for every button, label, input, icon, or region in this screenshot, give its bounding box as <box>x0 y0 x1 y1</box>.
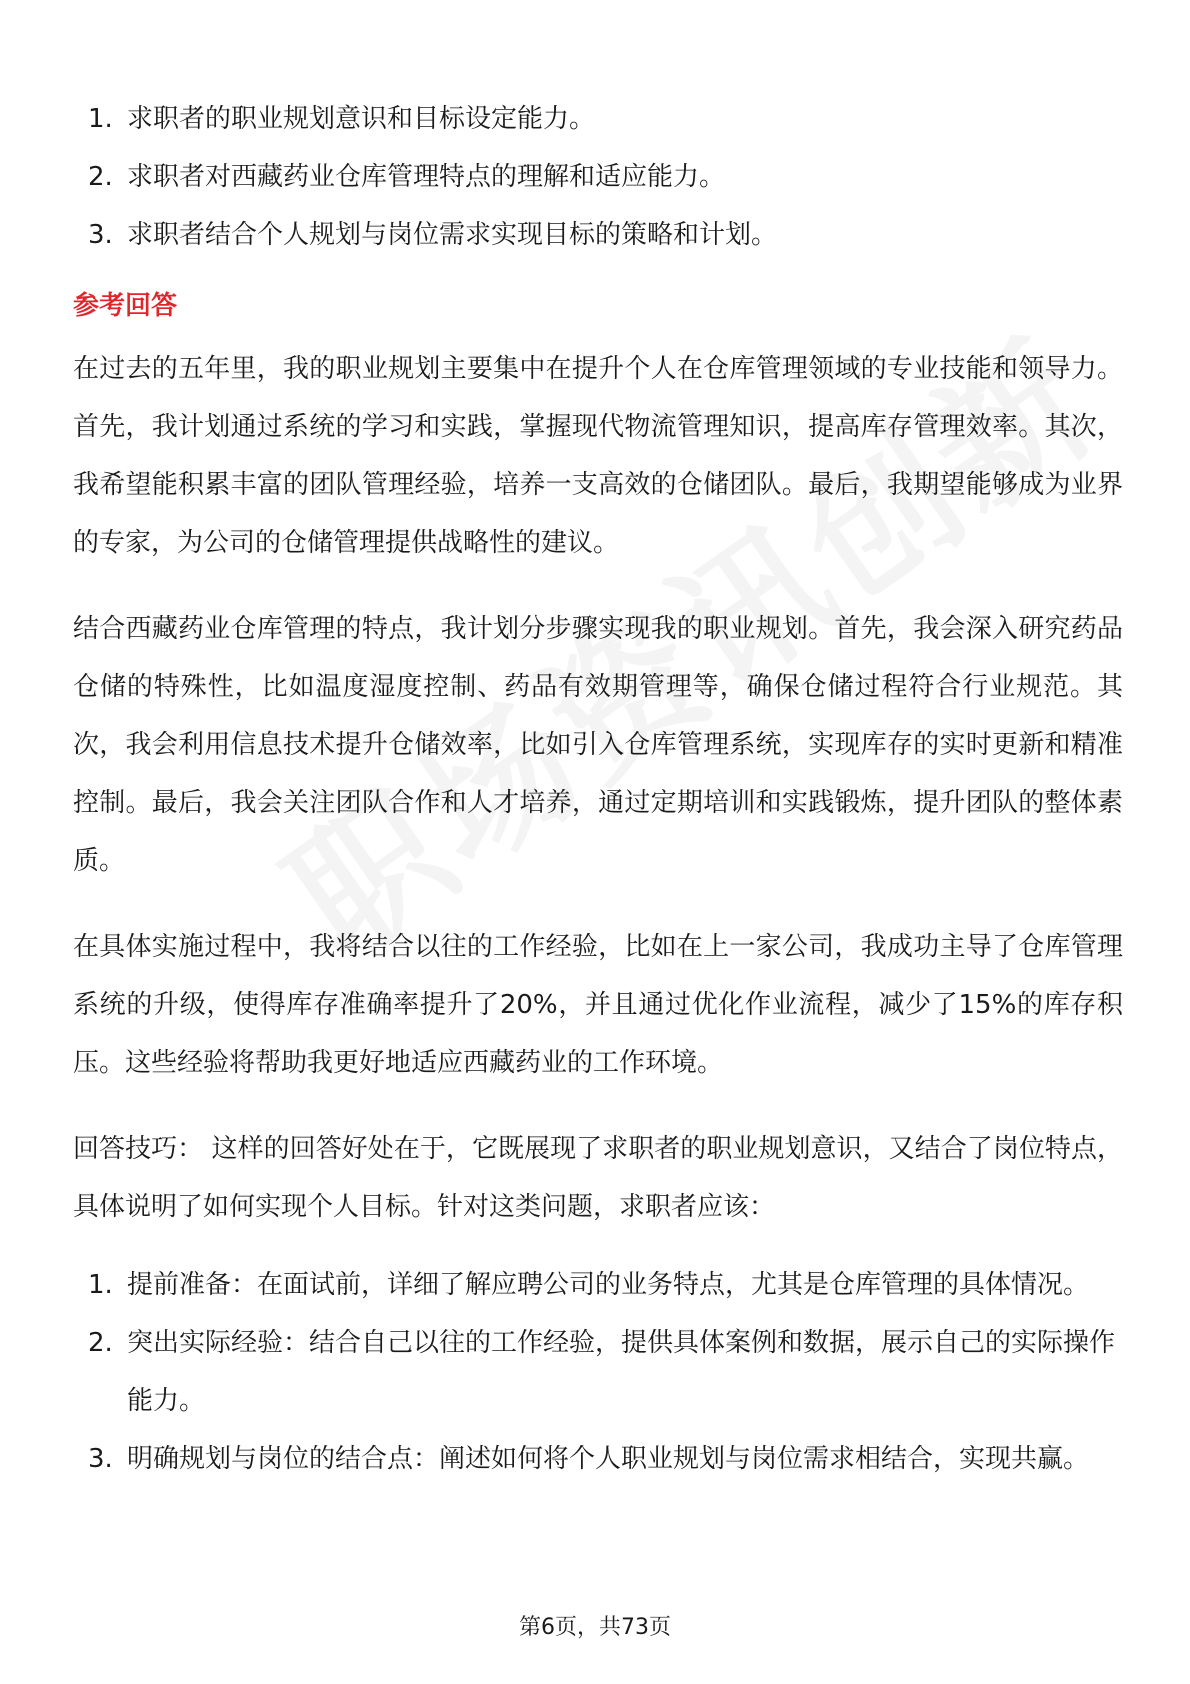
answer-paragraph: 在过去的五年里，我的职业规划主要集中在提升个人在仓库管理领域的专业技能和领导力。首先，我计划通过系统的学习和实践，掌握现代物流管理知识，提高库存管理效率。其次，我希望能积累丰富的团队管理经验，培养一支高效的仓储团队。最后，我期望能够成为业界的专家，为公司的仓储管理提供战略性的建议。 <box>73 354 1123 558</box>
list-text: 求职者结合个人规划与岗位需求实现目标的策略和计划。 <box>127 220 778 250</box>
list-number: 2. <box>88 162 113 192</box>
list-text: 突出实际经验：结合自己以往的工作经验，提供具体案例和数据，展示自己的实际操作能力。 <box>127 1328 1116 1416</box>
list-number: 2. <box>88 1328 113 1358</box>
list-number: 3. <box>88 220 113 250</box>
list-item <box>73 90 1123 148</box>
list-text: 求职者对西藏药业仓库管理特点的理解和适应能力。 <box>127 162 726 192</box>
list-item <box>73 1314 1123 1430</box>
list-item <box>73 1430 1123 1488</box>
section-heading: 参考回答 <box>73 291 178 321</box>
evaluation-points-list <box>73 90 1123 264</box>
list-text: 明确规划与岗位的结合点：阐述如何将个人职业规划与岗位需求相结合，实现共赢。 <box>127 1444 1090 1474</box>
list-item <box>73 148 1123 206</box>
answer-paragraph: 结合西藏药业仓库管理的特点，我计划分步骤实现我的职业规划。首先，我会深入研究药品仓储的特殊性，比如温度湿度控制、药品有效期管理等，确保仓储过程符合行业规范。其次，我会利用信息技术提升仓储效率，比如引入仓库管理系统，实现库存的实时更新和精准控制。最后，我会关注团队合作和人才培养，通过定期培训和实践锻炼，提升团队的整体素质。 <box>73 614 1123 876</box>
list-text: 提前准备：在面试前，详细了解应聘公司的业务特点，尤其是仓库管理的具体情况。 <box>127 1270 1090 1300</box>
list-number: 1. <box>88 104 113 134</box>
page-footer: 第6页，共73页 <box>519 1615 671 1640</box>
tips-paragraph: 回答技巧： 这样的回答好处在于，它既展现了求职者的职业规划意识，又结合了岗位特点，具体说明了如何实现个人目标。针对这类问题，求职者应该： <box>73 1134 1123 1222</box>
list-item <box>73 1256 1123 1314</box>
list-number: 1. <box>88 1270 113 1300</box>
tips-list <box>73 1256 1123 1488</box>
answer-paragraph: 在具体实施过程中，我将结合以往的工作经验，比如在上一家公司，我成功主导了仓库管理系统的升级，使得库存准确率提升了20%，并且通过优化作业流程，减少了15%的库存积压。这些经验将帮助我更好地适应西藏药业的工作环境。 <box>73 932 1123 1078</box>
page-content <box>73 90 1123 1488</box>
list-item <box>73 206 1123 264</box>
list-number: 3. <box>88 1444 113 1474</box>
list-text: 求职者的职业规划意识和目标设定能力。 <box>127 104 596 134</box>
